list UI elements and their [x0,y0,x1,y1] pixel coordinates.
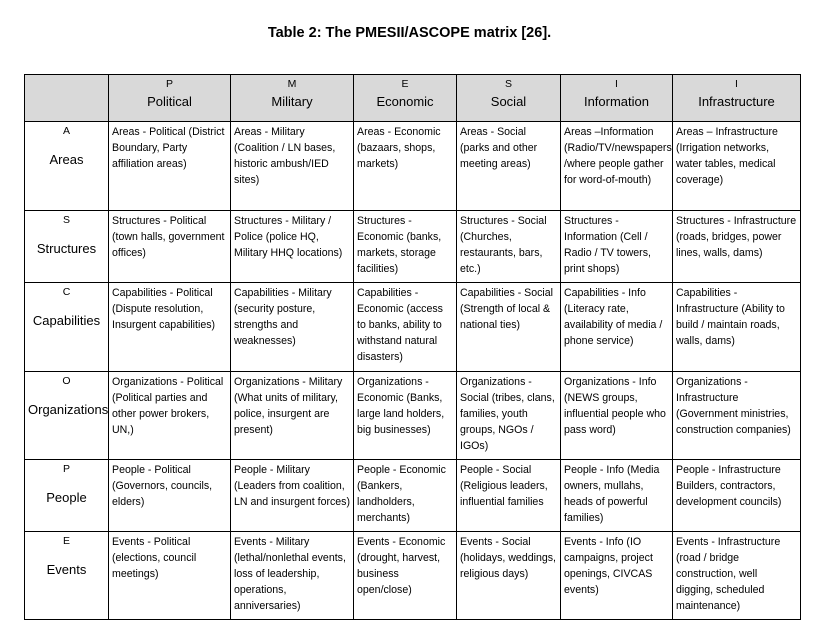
table-row [25,532,801,620]
column-header [231,75,354,122]
table-cell: Structures - Infrastructure (roads, bridges, power lines, walls, dams) [673,211,801,283]
row-header [25,372,109,460]
column-letter: M [287,78,297,90]
row-name: Areas [49,152,84,167]
table-cell: People - Social (Religious leaders, influential families [457,460,561,532]
table-cell: People - Infrastructure Builders, contractors, development councils) [673,460,801,532]
table-cell: People - Info (Media owners, mullahs, heads of powerful families) [561,460,673,532]
table-cell: Organizations - Social (tribes, clans, families, youth groups, NGOs / IGOs) [457,372,561,460]
header-row [25,75,801,122]
row-name: Capabilities [32,313,101,328]
column-header [673,75,801,122]
table-cell: Capabilities - Social (Strength of local & national ties) [457,283,561,372]
row-letter: E [62,535,70,547]
column-name: Social [490,94,527,109]
table-cell: Capabilities - Infrastructure (Ability to build / maintain roads, walls, dams) [673,283,801,372]
row-name: Structures [36,241,97,256]
table-cell: Organizations - Info (NEWS groups, influential people who pass word) [561,372,673,460]
table-cell: Events - Economic (drought, harvest, business open/close) [354,532,457,620]
table-row [25,283,801,372]
table-cell: Events - Military (lethal/nonlethal events, loss of leadership, operations, anniversaries) [231,532,354,620]
table-cell: Structures - Social (Churches, restaurants, bars, etc.) [457,211,561,283]
column-name: Infrastructure [698,94,775,109]
row-letter: P [62,463,70,475]
row-letter: O [62,375,71,387]
column-header [561,75,673,122]
table-cell: Structures - Economic (banks, markets, storage facilities) [354,211,457,283]
row-header [25,532,109,620]
table-cell: Organizations - Political (Political parties and other power brokers, UN,) [109,372,231,460]
table-cell: Areas – Infrastructure (Irrigation networks, water tables, medical coverage) [673,122,801,211]
table-cell: People - Military (Leaders from coalition, LN and insurgent forces) [231,460,354,532]
table-cell: Events - Infrastructure (road / bridge construction, well digging, scheduled maintenance) [673,532,801,620]
column-header [457,75,561,122]
column-name: Military [271,94,313,109]
table-cell: Areas - Economic (bazaars, shops, markets) [354,122,457,211]
table-cell: Structures - Political (town halls, government offices) [109,211,231,283]
table-cell: Structures - Information (Cell / Radio / TV towers, print shops) [561,211,673,283]
column-header [354,75,457,122]
column-letter: I [615,78,618,90]
table-row [25,211,801,283]
pmesii-ascope-table [24,74,801,620]
table-cell: Capabilities - Military (security posture, strengths and weaknesses) [231,283,354,372]
column-letter: I [735,78,738,90]
table-cell: Events - Info (IO campaigns, project openings, CIVCAS events) [561,532,673,620]
table-cell: People - Political (Governors, councils, elders) [109,460,231,532]
column-letter: S [504,78,512,90]
row-name: People [46,490,87,505]
table-cell: Organizations - Infrastructure (Government ministries, construction companies) [673,372,801,460]
row-letter: S [62,214,70,226]
row-name: Organizations [28,402,109,417]
table-cell: Areas –Information (Radio/TV/newspapers /where people gather for word-of-mouth) [561,122,673,211]
table-title: Table 2: The PMESII/ASCOPE matrix [26]. [267,25,552,41]
column-letter: E [401,78,409,90]
column-letter: P [165,78,173,90]
column-header [109,75,231,122]
table-cell: People - Economic (Bankers, landholders, merchants) [354,460,457,532]
row-letter: C [62,286,71,298]
table-cell: Areas - Social (parks and other meeting areas) [457,122,561,211]
table-cell: Capabilities - Economic (access to banks, ability to withstand natural disasters) [354,283,457,372]
table-cell: Capabilities - Info (Literacy rate, availability of media / phone service) [561,283,673,372]
table-row [25,460,801,532]
column-name: Political [147,94,192,109]
row-header [25,283,109,372]
table-row [25,122,801,211]
table-cell: Organizations - Economic (Banks, large land holders, big businesses) [354,372,457,460]
column-name: Information [583,94,650,109]
table-cell: Areas - Political (District Boundary, Party affiliation areas) [109,122,231,211]
table-cell: Areas - Military (Coalition / LN bases, historic ambush/IED sites) [231,122,354,211]
table-row [25,372,801,460]
row-header [25,211,109,283]
table-cell: Events - Social (holidays, weddings, religious days) [457,532,561,620]
row-header [25,122,109,211]
table-cell: Events - Political (elections, council meetings) [109,532,231,620]
table-cell: Structures - Military / Police (police HQ, Military HHQ locations) [231,211,354,283]
row-name: Events [46,562,87,577]
row-letter: A [62,125,70,137]
table-cell: Capabilities - Political (Dispute resolution, Insurgent capabilities) [109,283,231,372]
corner-cell [25,75,109,122]
row-header [25,460,109,532]
table-cell: Organizations - Military (What units of military, police, insurgent are present) [231,372,354,460]
column-name: Economic [376,94,434,109]
